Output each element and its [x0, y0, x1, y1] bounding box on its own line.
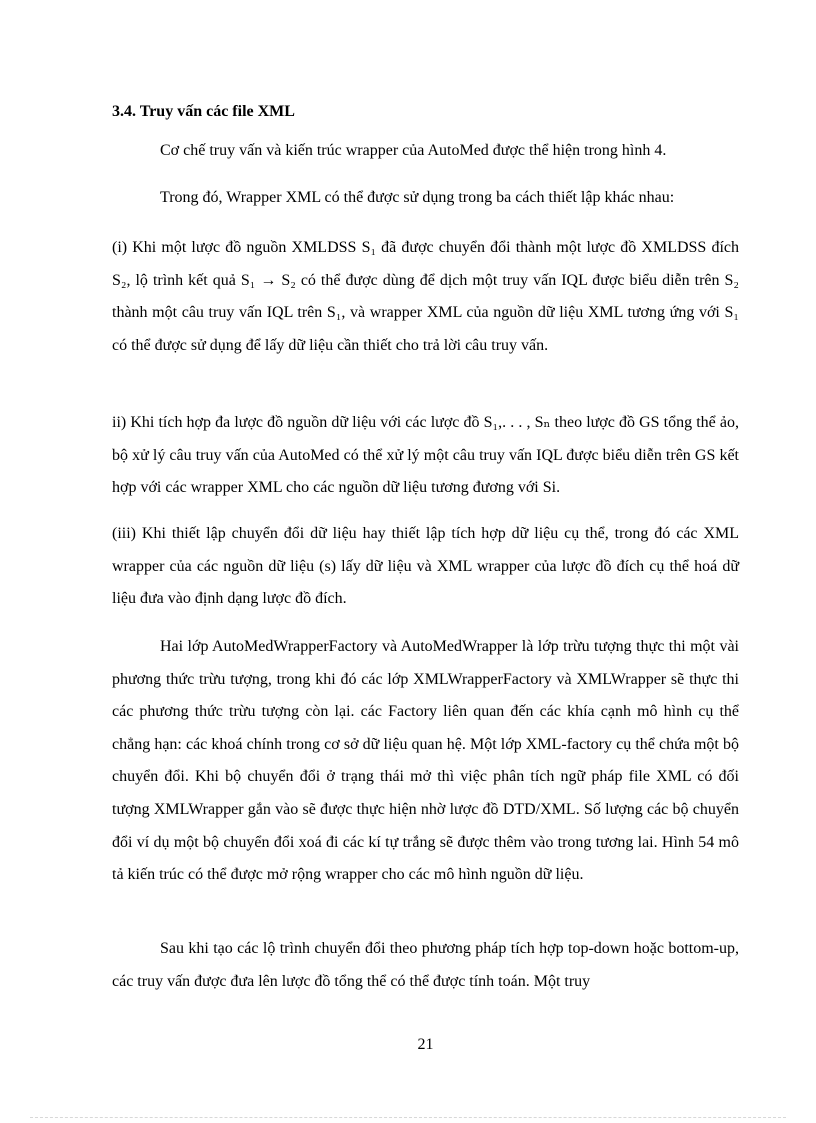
paragraph-2: Trong đó, Wrapper XML có thể được sử dụng trong ba cách thiết lập khác nhau:: [160, 189, 675, 206]
paragraph-4: ii) Khi tích hợp đa lược đồ nguồn dữ liệu với các lược đồ S₁,. . . , Sₙ theo lược đồ GS tổng thể ảo, bộ xử lý câu truy vấn của AutoMed có thể xử lý một câu truy vấn IQL được biểu diễn trên GS kết hợp với các wrapper XML cho các nguồn dữ liệu tương đương với Si.: [112, 414, 739, 497]
paragraph-6: Hai lớp AutoMedWrapperFactory và AutoMedWrapper là lớp trừu tượng thực thi một vài phương thức trừu tượng, trong khi đó các lớp XMLWrapperFactory và XMLWrapper sẽ thực thi các phương thức trừu tượng còn lại. các Factory liên quan đến các khía cạnh mô hình cụ thể chẳng hạn: các khoá chính trong cơ sở dữ liệu quan hệ. Một lớp XML-factory cụ thể chứa một bộ chuyển đổi. Khi bộ chuyển đổi ở trạng thái mở thì việc phân tích ngữ pháp file XML có đối tượng XMLWrapper gắn vào sẽ được thực hiện nhờ lược đồ DTD/XML. Số lượng các bộ chuyển đổi ví dụ một bộ chuyển đổi xoá đi các kí tự trắng sẽ được thêm vào trong tương lai. Hình 54 mô tả kiến trúc có thể được mở rộng wrapper cho các mô hình nguồn dữ liệu.: [112, 638, 739, 884]
section-heading: 3.4. Truy vấn các file XML: [112, 103, 295, 120]
document-page: [112, 0, 739, 1123]
paragraph-7: Sau khi tạo các lộ trình chuyển đổi theo phương pháp tích hợp top-down hoặc bottom-up, các truy vấn được đưa lên lược đồ tổng thể có thể được tính toán. Một truy: [112, 940, 739, 990]
page-bottom-divider: [30, 1117, 786, 1118]
paragraph-5: (iii) Khi thiết lập chuyển đổi dữ liệu hay thiết lập tích hợp dữ liệu cụ thể, trong đó các XML wrapper của các nguồn dữ liệu (s) lấy dữ liệu và XML wrapper của lược đồ đích cụ thể hoá dữ liệu đưa vào định dạng lược đồ đích.: [112, 525, 739, 608]
page-number: 21: [417, 1036, 434, 1053]
paragraph-1: Cơ chế truy vấn và kiến trúc wrapper của AutoMed được thể hiện trong hình 4.: [160, 142, 667, 159]
paragraph-3: (i) Khi một lược đồ nguồn XMLDSS S₁ đã được chuyển đổi thành một lược đồ XMLDSS đích S₂, lộ trình kết quả S₁ → S₂ có thể được dùng để dịch một truy vấn IQL được biểu diễn trên S₂ thành một câu truy vấn IQL trên S₁, và wrapper XML của nguồn dữ liệu XML tương ứng với S₁ có thể được sử dụng để lấy dữ liệu cần thiết cho trả lời câu truy vấn.: [112, 239, 739, 354]
